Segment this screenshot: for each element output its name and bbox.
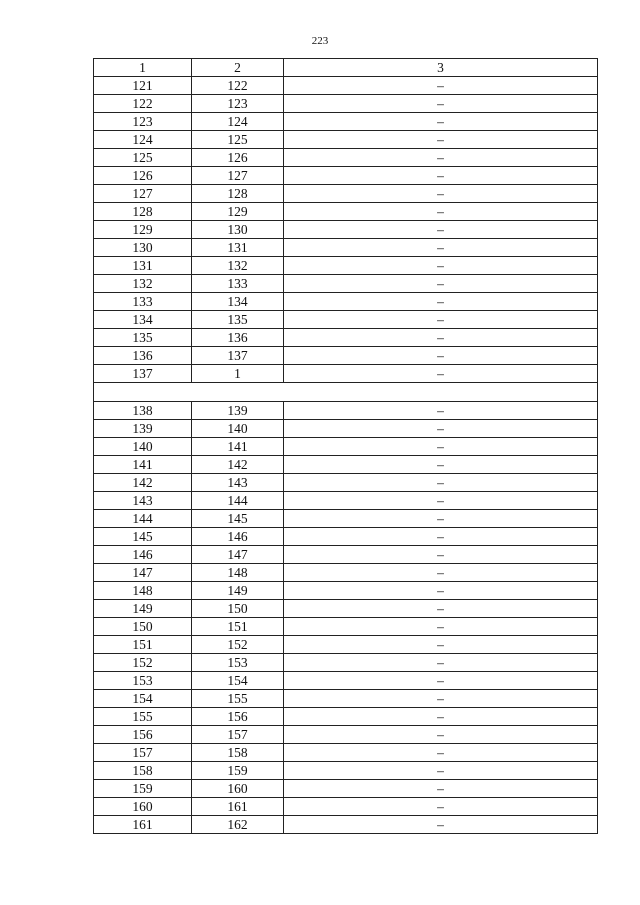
table-cell-col-3: –: [284, 762, 598, 780]
table-row: [94, 510, 598, 528]
table-cell-col-1: 128: [94, 203, 192, 221]
table-row: [94, 582, 598, 600]
table-spacer-row: [94, 383, 598, 402]
table-cell-col-1: 160: [94, 798, 192, 816]
table-cell-col-3: –: [284, 347, 598, 365]
table-cell-col-1: 136: [94, 347, 192, 365]
table-body: [94, 59, 598, 834]
table-cell-col-1: 129: [94, 221, 192, 239]
table-cell-col-3: –: [284, 636, 598, 654]
table-cell-col-2: 151: [192, 618, 284, 636]
table-cell-col-3: –: [284, 257, 598, 275]
table-row: [94, 402, 598, 420]
table-cell-col-3: –: [284, 474, 598, 492]
table-row: [94, 95, 598, 113]
table-cell-col-3: –: [284, 726, 598, 744]
table-cell-col-2: 136: [192, 329, 284, 347]
column-header-2: 2: [192, 59, 284, 77]
table-cell-col-3: –: [284, 149, 598, 167]
table-cell-col-2: 154: [192, 672, 284, 690]
table-cell-col-3: –: [284, 113, 598, 131]
table-cell-col-1: 124: [94, 131, 192, 149]
table-row: [94, 546, 598, 564]
table-cell-col-1: 146: [94, 546, 192, 564]
table-cell-col-1: 159: [94, 780, 192, 798]
table-cell-col-2: 123: [192, 95, 284, 113]
table-cell-col-3: –: [284, 780, 598, 798]
table-cell-col-1: 155: [94, 708, 192, 726]
table-header-row: [94, 59, 598, 77]
table-cell-col-2: 159: [192, 762, 284, 780]
table-row: [94, 636, 598, 654]
table-cell-col-3: –: [284, 293, 598, 311]
table-cell-col-1: 151: [94, 636, 192, 654]
table-cell-col-3: –: [284, 690, 598, 708]
table-cell-col-3: –: [284, 798, 598, 816]
table-cell-col-2: 153: [192, 654, 284, 672]
table-cell-col-3: –: [284, 744, 598, 762]
table-row: [94, 221, 598, 239]
table-cell-col-1: 147: [94, 564, 192, 582]
table-row: [94, 347, 598, 365]
table-row: [94, 816, 598, 834]
table-cell-col-3: –: [284, 402, 598, 420]
table-cell-col-2: 122: [192, 77, 284, 95]
table-cell-col-2: 128: [192, 185, 284, 203]
table-cell-col-1: 121: [94, 77, 192, 95]
table-row: [94, 492, 598, 510]
table-cell-col-3: –: [284, 420, 598, 438]
table-row: [94, 726, 598, 744]
table-cell-col-2: 157: [192, 726, 284, 744]
table-cell-col-2: 142: [192, 456, 284, 474]
table-cell-col-3: –: [284, 600, 598, 618]
table-cell-col-2: 160: [192, 780, 284, 798]
table-cell-col-3: –: [284, 564, 598, 582]
table-cell-col-2: 126: [192, 149, 284, 167]
table-cell-col-3: –: [284, 239, 598, 257]
table-cell-col-2: 137: [192, 347, 284, 365]
table-cell-col-2: 132: [192, 257, 284, 275]
table-cell-col-1: 141: [94, 456, 192, 474]
table-cell-col-1: 127: [94, 185, 192, 203]
table-cell-col-1: 133: [94, 293, 192, 311]
table-cell-col-3: –: [284, 582, 598, 600]
table-cell-col-3: –: [284, 167, 598, 185]
table-cell-col-1: 144: [94, 510, 192, 528]
table-cell-col-1: 156: [94, 726, 192, 744]
table-cell-col-1: 132: [94, 275, 192, 293]
table-cell-col-1: 122: [94, 95, 192, 113]
table-cell-col-1: 134: [94, 311, 192, 329]
table-row: [94, 275, 598, 293]
table-cell-col-2: 155: [192, 690, 284, 708]
table-cell-col-3: –: [284, 708, 598, 726]
table-cell-col-2: 156: [192, 708, 284, 726]
table-cell-col-3: –: [284, 510, 598, 528]
table-row: [94, 329, 598, 347]
table-row: [94, 690, 598, 708]
table-cell-col-2: 133: [192, 275, 284, 293]
table-cell-col-3: –: [284, 672, 598, 690]
table-row: [94, 203, 598, 221]
table-row: [94, 564, 598, 582]
table-row: [94, 672, 598, 690]
table-cell-col-1: 123: [94, 113, 192, 131]
table-row: [94, 149, 598, 167]
table-cell-col-3: –: [284, 438, 598, 456]
table-cell-col-2: 125: [192, 131, 284, 149]
table-row: [94, 131, 598, 149]
table-cell-col-2: 130: [192, 221, 284, 239]
page-number: 223: [311, 35, 329, 47]
table-cell-col-3: –: [284, 816, 598, 834]
table-cell-col-1: 143: [94, 492, 192, 510]
table-cell-col-2: 146: [192, 528, 284, 546]
table-cell-col-2: 131: [192, 239, 284, 257]
spacer-cell: [94, 383, 598, 402]
table-cell-col-2: 148: [192, 564, 284, 582]
table-cell-col-3: –: [284, 77, 598, 95]
table-cell-col-1: 125: [94, 149, 192, 167]
table-cell-col-2: 1: [192, 365, 284, 383]
table-cell-col-2: 152: [192, 636, 284, 654]
table-cell-col-1: 135: [94, 329, 192, 347]
table-cell-col-2: 143: [192, 474, 284, 492]
table-row: [94, 618, 598, 636]
table-cell-col-2: 141: [192, 438, 284, 456]
table-row: [94, 311, 598, 329]
table-row: [94, 798, 598, 816]
table-cell-col-2: 145: [192, 510, 284, 528]
table-cell-col-1: 131: [94, 257, 192, 275]
table-cell-col-1: 161: [94, 816, 192, 834]
table-cell-col-3: –: [284, 203, 598, 221]
table-cell-col-2: 140: [192, 420, 284, 438]
table-cell-col-2: 135: [192, 311, 284, 329]
table-cell-col-3: –: [284, 456, 598, 474]
table-cell-col-3: –: [284, 131, 598, 149]
table-row: [94, 528, 598, 546]
table-row: [94, 654, 598, 672]
table-cell-col-2: 149: [192, 582, 284, 600]
table-row: [94, 762, 598, 780]
table-cell-col-3: –: [284, 365, 598, 383]
table-row: [94, 77, 598, 95]
table-row: [94, 257, 598, 275]
table-cell-col-1: 158: [94, 762, 192, 780]
table-cell-col-3: –: [284, 528, 598, 546]
table-row: [94, 600, 598, 618]
table-row: [94, 456, 598, 474]
table-cell-col-2: 144: [192, 492, 284, 510]
table-row: [94, 365, 598, 383]
table-cell-col-2: 147: [192, 546, 284, 564]
table-cell-col-1: 157: [94, 744, 192, 762]
table-cell-col-2: 161: [192, 798, 284, 816]
table-row: [94, 293, 598, 311]
table-row: [94, 420, 598, 438]
table-row: [94, 167, 598, 185]
table-cell-col-2: 127: [192, 167, 284, 185]
table-row: [94, 113, 598, 131]
data-table: [93, 58, 598, 834]
table-cell-col-1: 152: [94, 654, 192, 672]
table-cell-col-3: –: [284, 618, 598, 636]
table-cell-col-1: 138: [94, 402, 192, 420]
table-cell-col-1: 140: [94, 438, 192, 456]
table-row: [94, 780, 598, 798]
table-cell-col-3: –: [284, 546, 598, 564]
table-row: [94, 744, 598, 762]
table-row: [94, 185, 598, 203]
table-cell-col-3: –: [284, 185, 598, 203]
table-row: [94, 708, 598, 726]
table-cell-col-3: –: [284, 311, 598, 329]
table-row: [94, 438, 598, 456]
table-cell-col-2: 158: [192, 744, 284, 762]
table-cell-col-1: 153: [94, 672, 192, 690]
table-cell-col-3: –: [284, 329, 598, 347]
table-cell-col-1: 130: [94, 239, 192, 257]
table-cell-col-1: 154: [94, 690, 192, 708]
table-cell-col-3: –: [284, 95, 598, 113]
table-cell-col-1: 149: [94, 600, 192, 618]
table-cell-col-1: 145: [94, 528, 192, 546]
table-cell-col-1: 139: [94, 420, 192, 438]
table-cell-col-1: 126: [94, 167, 192, 185]
table-cell-col-1: 148: [94, 582, 192, 600]
column-header-1: 1: [94, 59, 192, 77]
table-cell-col-2: 129: [192, 203, 284, 221]
table-cell-col-3: –: [284, 275, 598, 293]
table-cell-col-2: 150: [192, 600, 284, 618]
table-cell-col-2: 139: [192, 402, 284, 420]
table-cell-col-1: 142: [94, 474, 192, 492]
table-cell-col-1: 150: [94, 618, 192, 636]
table-cell-col-3: –: [284, 654, 598, 672]
table-cell-col-3: –: [284, 221, 598, 239]
table-cell-col-2: 162: [192, 816, 284, 834]
table-row: [94, 239, 598, 257]
column-header-3: 3: [284, 59, 598, 77]
table-cell-col-2: 134: [192, 293, 284, 311]
table-cell-col-2: 124: [192, 113, 284, 131]
table-cell-col-1: 137: [94, 365, 192, 383]
table-cell-col-3: –: [284, 492, 598, 510]
table-row: [94, 474, 598, 492]
